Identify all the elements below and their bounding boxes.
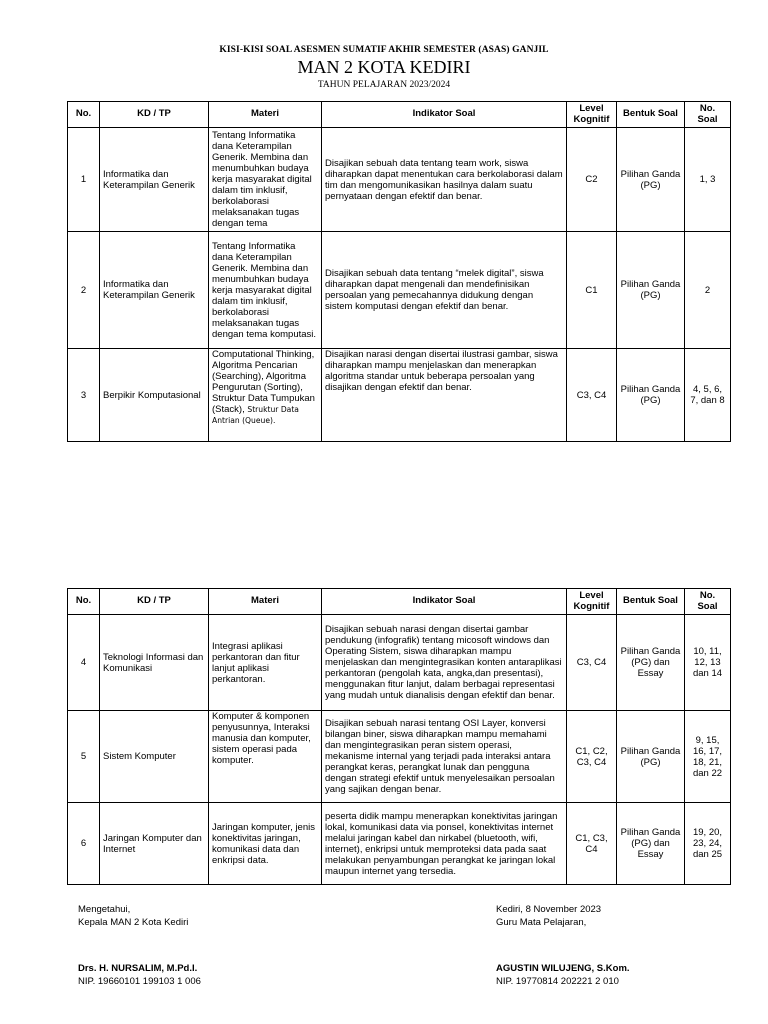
cell-no: 6 — [68, 803, 100, 885]
cell-no: 5 — [68, 711, 100, 803]
col-header-no: No. — [68, 102, 100, 128]
cell-level: C3, C4 — [567, 349, 617, 442]
cell-materi: Jaringan komputer, jenis konektivitas jaringan, komunikasi data dan enkripsi data. — [209, 803, 322, 885]
cell-nosoal: 10, 11, 12, 13 dan 14 — [685, 615, 731, 711]
school-name: MAN 2 KOTA KEDIRI — [297, 57, 471, 77]
cell-indikator: Disajikan sebuah data tentang team work, siswa diharapkan dapat menentukan cara berkolaborasi dalam tim dan mengomunikasikan hasilnya dalam suatu pernyataan dengan efektif dan benar. — [322, 128, 567, 232]
cell-materi — [209, 349, 322, 442]
cell-level: C1, C3, C4 — [567, 803, 617, 885]
col-header-level-b: Kognitif — [573, 113, 610, 125]
col-header-bentuk: Bentuk Soal — [617, 589, 685, 615]
table-row — [68, 711, 731, 803]
cell-no: 2 — [68, 232, 100, 349]
cell-materi: Komputer & komponen penyusunnya, Interaksi manusia dan komputer, sistem operasi pada komputer. — [209, 711, 322, 803]
col-header-level-a: Level — [579, 103, 604, 114]
col-header-nosoal — [685, 589, 731, 615]
table-header-row — [68, 589, 731, 615]
col-header-materi: Materi — [209, 102, 322, 128]
cell-no: 3 — [68, 349, 100, 442]
sig-left-line1: Mengetahui, — [78, 904, 131, 915]
cell-bentuk: Pilihan Ganda (PG) dan Essay — [617, 615, 685, 711]
cell-kd: Sistem Komputer — [100, 711, 209, 803]
table-row — [68, 803, 731, 885]
col-header-bentuk: Bentuk Soal — [617, 102, 685, 128]
table-row — [68, 349, 731, 442]
sig-right-line1: Kediri, 8 November 2023 — [496, 904, 602, 915]
cell-indikator: Disajikan sebuah narasi dengan disertai gambar pendukung (infografik) tentang micosoft windows dan Operating Sistem, siswa diharapkan mampu menjelaskan dan mengintegrasikan konten antaraplikasi perkantoran (pengolah kata, angka,dan presentasi), menggunakan fitur lanjut, dalam berbagai representasi yang mudah untuk dianalisis dengan efektif dan benar. — [322, 615, 567, 711]
sig-left-name: Drs. H. NURSALIM, M.Pd.I. — [78, 963, 198, 974]
cell-indikator: Disajikan narasi dengan disertai ilustrasi gambar, siswa diharapkan mampu menjelaskan dan menerapkan algoritma standar untuk beberapa persoalan yang disajikan dengan efektif dan benar. — [322, 349, 567, 442]
cell-kd: Informatika dan Keterampilan Generik — [100, 232, 209, 349]
document-title: KISI-KISI SOAL ASESMEN SUMATIF AKHIR SEMESTER (ASAS) GANJIL — [219, 45, 549, 55]
cell-nosoal: 2 — [685, 232, 731, 349]
cell-bentuk: Pilihan Ganda (PG) — [617, 128, 685, 232]
signature-right-caption — [496, 903, 601, 929]
cell-materi: Tentang Informatika dana Keterampilan Generik. Membina dan menumbuhkan budaya kerja masyarakat digital dalam tim inklusif, berkolaborasi melaksanakan tugas dengan tema — [209, 128, 322, 232]
signature-left-identity — [78, 962, 201, 988]
cell-materi: Integrasi aplikasi perkantoran dan fitur lanjut aplikasi perkantoran. — [209, 615, 322, 711]
table-header-row — [68, 102, 731, 128]
col-header-indikator: Indikator Soal — [322, 589, 567, 615]
materi-extra-text: Struktur Data Antrian (Queue). — [212, 405, 299, 425]
col-header-kd: KD / TP — [100, 589, 209, 615]
sig-right-name: AGUSTIN WILUJENG, S.Kom. — [496, 963, 630, 974]
col-header-level — [567, 589, 617, 615]
cell-indikator: peserta didik mampu menerapkan konektivitas jaringan lokal, komunikasi data via ponsel, konektivitas internet melalui jaringan kabel dan nirkabel (bluetooth, wifi, internet), enkripsi untuk memproteksi data pada saat melakukan penyambungan perangkat ke jaringan lokal maupun internet yang tersedia. — [322, 803, 567, 885]
cell-nosoal: 4, 5, 6, 7, dan 8 — [685, 349, 731, 442]
table-row — [68, 232, 731, 349]
cell-kd: Teknologi Informasi dan Komunikasi — [100, 615, 209, 711]
cell-bentuk: Pilihan Ganda (PG) — [617, 232, 685, 349]
table-row — [68, 615, 731, 711]
kisi-table-1 — [67, 101, 731, 442]
cell-kd: Informatika dan Keterampilan Generik — [100, 128, 209, 232]
cell-bentuk: Pilihan Ganda (PG) — [617, 349, 685, 442]
sig-right-line2: Guru Mata Pelajaran, — [496, 917, 587, 928]
cell-kd: Jaringan Komputer dan Internet — [100, 803, 209, 885]
sig-left-nip: NIP. 19660101 199103 1 006 — [78, 976, 201, 987]
col-header-level — [567, 102, 617, 128]
kisi-table-2 — [67, 588, 731, 885]
col-header-materi: Materi — [209, 589, 322, 615]
col-header-no: No. — [68, 589, 100, 615]
col-header-nosoal-a: No. — [699, 103, 716, 114]
col-header-nosoal-b: Soal — [697, 113, 718, 125]
col-header-nosoal-b: Soal — [697, 600, 718, 612]
col-header-level-a: Level — [579, 590, 604, 601]
table-row — [68, 128, 731, 232]
cell-no: 1 — [68, 128, 100, 232]
cell-indikator: Disajikan sebuah narasi tentang OSI Layer, konversi bilangan biner, siswa diharapkan mampu memahami dan mengintegrasikan peran sistem operasi, mekanisme internal yang terjadi pada interaksi antara perangkat keras, perangkat lunak dan pengguna dengan strategi efektif untuk menyelesaikan persoalan yang sajikan dengan benar. — [322, 711, 567, 803]
cell-bentuk: Pilihan Ganda (PG) — [617, 711, 685, 803]
cell-indikator: Disajikan sebuah data tentang “melek digital”, siswa diharapkan dapat mengenali dan mendefinisikan persoalan yang pemecahannya didukung dengan sistem komputasi dengan efektif dan benar. — [322, 232, 567, 349]
sig-left-line2: Kepala MAN 2 Kota Kediri — [78, 917, 189, 928]
signature-left-caption — [78, 903, 188, 929]
cell-materi: Tentang Informatika dana Keterampilan Generik. Membina dan menumbuhkan budaya kerja masyarakat digital dalam tim inklusif, berkolaborasi melaksanakan tugas dengan tema komputasi. — [209, 232, 322, 349]
cell-nosoal: 1, 3 — [685, 128, 731, 232]
cell-level: C1, C2, C3, C4 — [567, 711, 617, 803]
signature-right-identity — [496, 962, 630, 988]
cell-kd: Berpikir Komputasional — [100, 349, 209, 442]
cell-no: 4 — [68, 615, 100, 711]
col-header-level-b: Kognitif — [573, 600, 610, 612]
academic-year: TAHUN PELAJARAN 2023/2024 — [317, 80, 451, 90]
col-header-nosoal — [685, 102, 731, 128]
cell-level: C2 — [567, 128, 617, 232]
cell-level: C1 — [567, 232, 617, 349]
cell-level: C3, C4 — [567, 615, 617, 711]
cell-nosoal: 9, 15, 16, 17, 18, 21, dan 22 — [685, 711, 731, 803]
col-header-kd: KD / TP — [100, 102, 209, 128]
cell-bentuk: Pilihan Ganda (PG) dan Essay — [617, 803, 685, 885]
materi-text: Computational Thinking, Algoritma Pencarian (Searching), Algoritma Pengurutan (Sorting), Struktur Data Tumpukan (Stack), — [212, 349, 315, 415]
sig-right-nip: NIP. 19770814 202221 2 010 — [496, 976, 619, 987]
col-header-nosoal-a: No. — [699, 590, 716, 601]
cell-nosoal: 19, 20, 23, 24, dan 25 — [685, 803, 731, 885]
col-header-indikator: Indikator Soal — [322, 102, 567, 128]
